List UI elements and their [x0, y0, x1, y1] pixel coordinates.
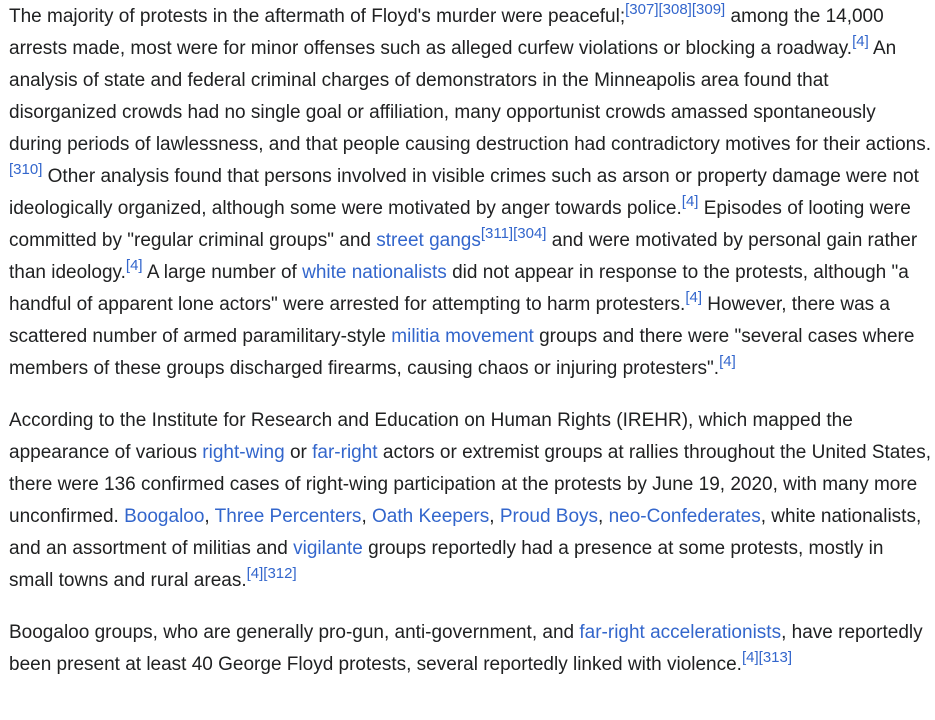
citation-ref — [126, 257, 143, 274]
body-text: , — [361, 506, 372, 527]
citation-ref — [685, 289, 702, 306]
body-text: According to the Institute for Research and Education on Human Rights (IREHR), which mapped the appearance of various — [9, 410, 853, 463]
citation-ref — [852, 33, 869, 50]
citation-link[interactable]: [4] — [719, 352, 736, 370]
citation-link[interactable]: [4][313] — [741, 648, 793, 666]
citation-link[interactable]: [310] — [9, 160, 43, 178]
citation-ref — [481, 225, 547, 242]
body-text: Episodes of looting were committed by "regular criminal groups" and — [9, 198, 911, 251]
citation-link[interactable]: [4] — [852, 32, 869, 50]
body-text: and were motivated by personal gain rather than ideology. — [9, 230, 918, 283]
body-text: did not appear in response to the protests, although "a handful of apparent lone actors" were arrested for attempting to harm protesters. — [9, 262, 909, 315]
wiki-link[interactable]: militia movement — [391, 326, 534, 347]
body-text: , — [204, 506, 215, 527]
citation-link[interactable]: [4] — [685, 288, 703, 306]
citation-ref — [682, 193, 699, 210]
wiki-link[interactable]: neo-Confederates — [608, 506, 761, 527]
body-text: Other analysis found that persons involved in visible crimes such as arson or property damage were not ideologically organized, although some were motivated by anger towards police. — [9, 166, 919, 219]
citation-ref — [719, 353, 736, 370]
citation-ref — [742, 649, 792, 666]
body-text: , — [489, 506, 500, 527]
citation-link[interactable]: [4] — [681, 192, 699, 210]
body-text: or — [284, 442, 313, 463]
citation-link[interactable]: [311][304] — [480, 224, 547, 242]
wiki-link[interactable]: Proud Boys — [499, 506, 599, 527]
body-text: among the 14,000 arrests made, most were for minor offenses such as alleged curfew violations or blocking a roadway. — [9, 6, 884, 59]
citation-link[interactable]: [307][308][309] — [625, 0, 726, 18]
wiki-link[interactable]: right-wing — [202, 442, 285, 463]
wiki-link[interactable]: far-right accelerationists — [579, 622, 782, 643]
body-text: A large number of — [142, 262, 303, 283]
wiki-link[interactable]: Oath Keepers — [372, 506, 490, 527]
body-text: actors or extremist groups at rallies throughout the United States, there were 136 confirmed cases of right-wing participation at the protests by June 19, 2020, with many more unconfirmed. — [9, 442, 931, 527]
wiki-link[interactable]: white nationalists — [302, 262, 447, 283]
paragraph — [9, 617, 931, 681]
paragraph — [9, 405, 931, 597]
body-text: The majority of protests in the aftermath of Floyd's murder were peaceful; — [9, 6, 626, 27]
wiki-link[interactable]: street gangs — [376, 230, 481, 251]
citation-ref — [9, 161, 42, 178]
body-text: groups reportedly had a presence at some protests, mostly in small towns and rural areas. — [9, 538, 884, 591]
wiki-link[interactable]: vigilante — [293, 538, 363, 559]
wiki-link[interactable]: Three Percenters — [214, 506, 362, 527]
body-text: However, there was a scattered number of armed paramilitary-style — [9, 294, 890, 347]
body-text: Boogaloo groups, who are generally pro-gun, anti-government, and — [9, 622, 580, 643]
citation-link[interactable]: [4] — [125, 256, 143, 274]
citation-link[interactable]: [4][312] — [246, 564, 297, 582]
body-text: An analysis of state and federal criminal charges of demonstrators in the Minneapolis area found that disorganized crowds had no single goal or affiliation, many opportunist crowds amassed spontaneously during periods of lawlessness, and that people causing destruction had contradictory motives for their actions. — [9, 38, 932, 155]
body-text: , — [598, 506, 609, 527]
wiki-link[interactable]: Boogaloo — [124, 506, 205, 527]
body-text: , white nationalists, and an assortment of militias and — [9, 506, 922, 559]
citation-ref — [625, 1, 725, 18]
citation-ref — [247, 565, 297, 582]
paragraph — [9, 1, 931, 385]
body-text: , have reportedly been present at least 40 George Floyd protests, several reportedly linked with violence. — [9, 622, 923, 675]
wiki-link[interactable]: far-right — [312, 442, 378, 463]
body-text: groups and there were "several cases where members of these groups discharged firearms, causing chaos or injuring protesters". — [9, 326, 915, 379]
